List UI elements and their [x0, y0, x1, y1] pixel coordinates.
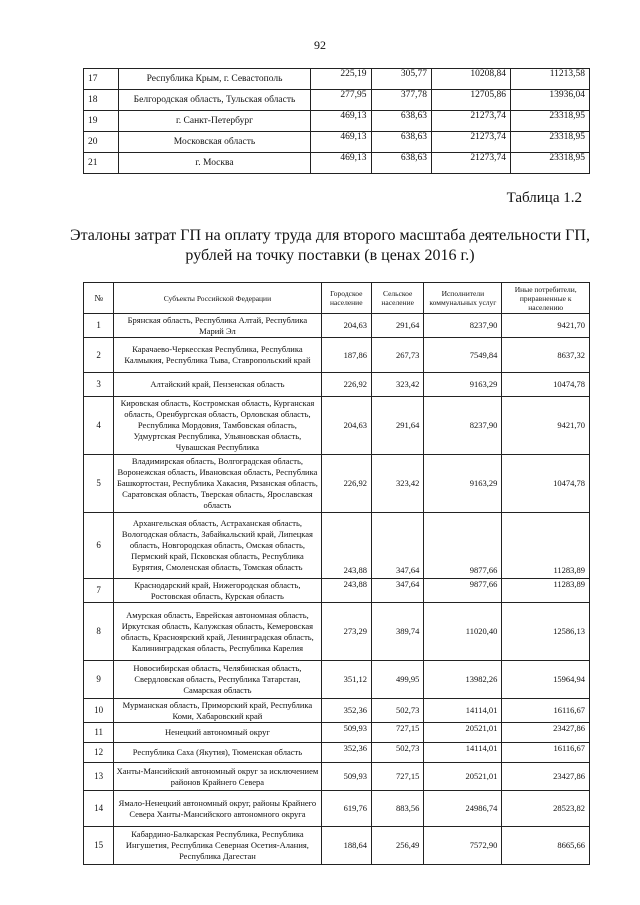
value-cell: 351,12 [321, 661, 371, 699]
value-cell: 499,95 [371, 661, 423, 699]
value-cell: 9877,66 [424, 513, 502, 579]
value-cell: 9163,29 [424, 373, 502, 397]
row-number: 3 [84, 373, 114, 397]
region-name: Карачаево-Черкесская Республика, Республика Калмыкия, Республика Тыва, Ставропольский край [114, 338, 321, 373]
page-title [60, 226, 600, 266]
row-number: 6 [84, 513, 114, 579]
table-row [84, 513, 590, 579]
value-cell: 13936,04 [510, 90, 589, 111]
value-cell: 21273,74 [432, 132, 511, 153]
row-number: 12 [84, 743, 114, 763]
region-name: г. Москва [119, 153, 311, 174]
table-row [84, 723, 590, 743]
value-cell: 23318,95 [510, 132, 589, 153]
value-cell: 16116,67 [502, 699, 590, 723]
region-name: Белгородская область, Тульская область [119, 90, 311, 111]
value-cell: 23318,95 [510, 111, 589, 132]
table-row [84, 373, 590, 397]
column-header-utilities: Исполнители коммунальных услуг [424, 283, 502, 314]
table-row [84, 314, 590, 338]
value-cell: 7549,84 [424, 338, 502, 373]
value-cell: 277,95 [311, 90, 372, 111]
tariff-table-continued [83, 68, 590, 174]
table-row [84, 69, 590, 90]
value-cell: 11213,58 [510, 69, 589, 90]
region-name: Республика Саха (Якутия), Тюменская область [114, 743, 321, 763]
value-cell: 16116,67 [502, 743, 590, 763]
table-row [84, 763, 590, 791]
region-name: Кабардино-Балкарская Республика, Республика Ингушетия, Республика Северная Осетия-Алания, Республика Дагестан [114, 827, 321, 865]
value-cell: 9421,70 [502, 314, 590, 338]
value-cell: 9421,70 [502, 397, 590, 455]
value-cell: 291,64 [371, 314, 423, 338]
value-cell: 188,64 [321, 827, 371, 865]
table-row [84, 153, 590, 174]
value-cell: 13982,26 [424, 661, 502, 699]
row-number: 14 [84, 791, 114, 827]
value-cell: 9163,29 [424, 455, 502, 513]
value-cell: 11020,40 [424, 603, 502, 661]
title-line: Эталоны затрат ГП на оплату труда для второго масштаба деятельности ГП, [70, 227, 590, 244]
value-cell: 469,13 [311, 153, 372, 174]
row-number: 18 [84, 90, 119, 111]
value-cell: 638,63 [371, 132, 432, 153]
table-row [84, 743, 590, 763]
value-cell: 377,78 [371, 90, 432, 111]
value-cell: 225,19 [311, 69, 372, 90]
value-cell: 256,49 [371, 827, 423, 865]
region-name: Брянская область, Республика Алтай, Республика Марий Эл [114, 314, 321, 338]
row-number: 21 [84, 153, 119, 174]
labor-cost-table [83, 282, 590, 865]
value-cell: 619,76 [321, 791, 371, 827]
value-cell: 243,88 [321, 513, 371, 579]
region-name: Алтайский край, Пензенская область [114, 373, 321, 397]
column-header-number: № [84, 283, 114, 314]
value-cell: 352,36 [321, 743, 371, 763]
table-row [84, 661, 590, 699]
value-cell: 10208,84 [432, 69, 511, 90]
value-cell: 502,73 [371, 743, 423, 763]
table-row [84, 397, 590, 455]
region-name: Московская область [119, 132, 311, 153]
value-cell: 226,92 [321, 455, 371, 513]
row-number: 4 [84, 397, 114, 455]
table-row [84, 455, 590, 513]
column-header-urban: Городское население [321, 283, 371, 314]
value-cell: 8237,90 [424, 397, 502, 455]
row-number: 20 [84, 132, 119, 153]
table-row [84, 132, 590, 153]
value-cell: 352,36 [321, 699, 371, 723]
region-name: Архангельская область, Астраханская область, Вологодская область, Забайкальский край, Липецкая область, Новгородская область, Омская область, Пермский край, Псковская область, Республика Бурятия, Смоленская область, Томская область [114, 513, 321, 579]
value-cell: 638,63 [371, 111, 432, 132]
row-number: 15 [84, 827, 114, 865]
value-cell: 12705,86 [432, 90, 511, 111]
table-row [84, 603, 590, 661]
row-number: 17 [84, 69, 119, 90]
value-cell: 226,92 [321, 373, 371, 397]
value-cell: 11283,89 [502, 579, 590, 603]
table-row [84, 791, 590, 827]
table-caption: Таблица 1.2 [506, 190, 582, 206]
value-cell: 638,63 [371, 153, 432, 174]
value-cell: 8637,32 [502, 338, 590, 373]
region-name: Владимирская область, Волгоградская область, Воронежская область, Ивановская область, Республика Башкортостан, Республика Хакасия, Рязанская область, Саратовская область, Тверская область, Ярославская область [114, 455, 321, 513]
value-cell: 28523,82 [502, 791, 590, 827]
region-name: Мурманская область, Приморский край, Республика Коми, Хабаровский край [114, 699, 321, 723]
value-cell: 727,15 [371, 723, 423, 743]
value-cell: 204,63 [321, 314, 371, 338]
row-number: 2 [84, 338, 114, 373]
value-cell: 9877,66 [424, 579, 502, 603]
region-name: Республика Крым, г. Севастополь [119, 69, 311, 90]
value-cell: 24986,74 [424, 791, 502, 827]
table-row [84, 827, 590, 865]
value-cell: 23318,95 [510, 153, 589, 174]
value-cell: 267,73 [371, 338, 423, 373]
value-cell: 187,86 [321, 338, 371, 373]
region-name: Амурская область, Еврейская автономная область, Иркутская область, Калужская область, Кемеровская область, Красноярский край, Ленинградская область, Калининградская область, Республика Карелия [114, 603, 321, 661]
value-cell: 204,63 [321, 397, 371, 455]
row-number: 8 [84, 603, 114, 661]
value-cell: 21273,74 [432, 153, 511, 174]
value-cell: 509,93 [321, 723, 371, 743]
value-cell: 727,15 [371, 763, 423, 791]
value-cell: 502,73 [371, 699, 423, 723]
row-number: 1 [84, 314, 114, 338]
region-name: Кировская область, Костромская область, Курганская область, Оренбургская область, Орловская область, Республика Мордовия, Тамбовская область, Удмуртская Республика, Ульяновская область, Чувашская Республика [114, 397, 321, 455]
value-cell: 243,88 [321, 579, 371, 603]
value-cell: 469,13 [311, 132, 372, 153]
value-cell: 323,42 [371, 455, 423, 513]
value-cell: 469,13 [311, 111, 372, 132]
row-number: 11 [84, 723, 114, 743]
title-line: рублей на точку поставки (в ценах 2016 г.) [185, 247, 475, 264]
value-cell: 273,29 [321, 603, 371, 661]
value-cell: 23427,86 [502, 723, 590, 743]
table-header-row [84, 283, 590, 314]
region-name: Краснодарский край, Нижегородская область, Ростовская область, Курская область [114, 579, 321, 603]
value-cell: 8665,66 [502, 827, 590, 865]
value-cell: 389,74 [371, 603, 423, 661]
value-cell: 347,64 [371, 579, 423, 603]
row-number: 7 [84, 579, 114, 603]
region-name: Ямало-Ненецкий автономный округ, районы Крайнего Севера Ханты-Мансийского автономного округа [114, 791, 321, 827]
value-cell: 12586,13 [502, 603, 590, 661]
region-name: Новосибирская область, Челябинская область, Свердловская область, Республика Татарстан, Самарская область [114, 661, 321, 699]
column-header-subject: Субъекты Российской Федерации [114, 283, 321, 314]
value-cell: 291,64 [371, 397, 423, 455]
value-cell: 20521,01 [424, 763, 502, 791]
row-number: 10 [84, 699, 114, 723]
value-cell: 11283,89 [502, 513, 590, 579]
value-cell: 305,77 [371, 69, 432, 90]
value-cell: 10474,78 [502, 455, 590, 513]
value-cell: 7572,90 [424, 827, 502, 865]
column-header-other: Иные потребители, приравненные к населению [502, 283, 590, 314]
value-cell: 21273,74 [432, 111, 511, 132]
value-cell: 14114,01 [424, 743, 502, 763]
value-cell: 10474,78 [502, 373, 590, 397]
value-cell: 23427,86 [502, 763, 590, 791]
row-number: 19 [84, 111, 119, 132]
table-row [84, 579, 590, 603]
value-cell: 347,64 [371, 513, 423, 579]
region-name: г. Санкт-Петербург [119, 111, 311, 132]
row-number: 13 [84, 763, 114, 791]
table-row [84, 111, 590, 132]
row-number: 9 [84, 661, 114, 699]
value-cell: 14114,01 [424, 699, 502, 723]
region-name: Ненецкий автономный округ [114, 723, 321, 743]
value-cell: 509,93 [321, 763, 371, 791]
table-row [84, 338, 590, 373]
region-name: Ханты-Мансийский автономный округ за исключением районов Крайнего Севера [114, 763, 321, 791]
value-cell: 323,42 [371, 373, 423, 397]
value-cell: 8237,90 [424, 314, 502, 338]
row-number: 5 [84, 455, 114, 513]
column-header-rural: Сельское население [371, 283, 423, 314]
table-row [84, 699, 590, 723]
value-cell: 20521,01 [424, 723, 502, 743]
value-cell: 883,56 [371, 791, 423, 827]
value-cell: 15964,94 [502, 661, 590, 699]
page-number: 92 [314, 38, 326, 52]
table-row [84, 90, 590, 111]
